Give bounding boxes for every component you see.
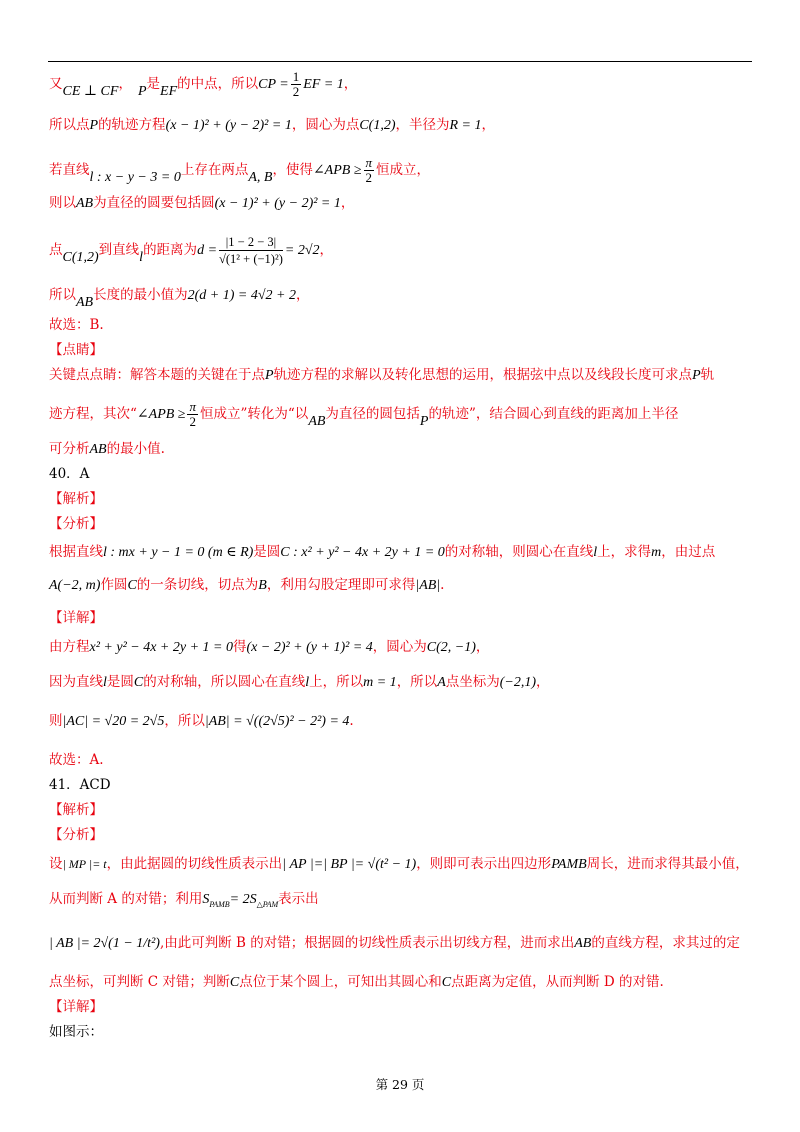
text: 为直径的圆包括 — [325, 406, 420, 422]
text: 所以 — [49, 287, 76, 303]
math: ∠APB ≥ — [136, 407, 186, 422]
text-line-26 — [49, 890, 319, 910]
text: 的对称轴，则圆心在直线 — [444, 544, 594, 560]
text: 的对称轴，所以圆心在直线 — [143, 674, 306, 690]
text: . — [440, 577, 445, 593]
text: ，使得 — [272, 162, 313, 178]
text: 是圆 — [253, 544, 281, 560]
math: | AP |=| BP |= √(t² − 1) — [282, 857, 417, 872]
math: AB — [76, 196, 94, 211]
text-line-19 — [49, 673, 550, 692]
text: 表示出 — [278, 891, 319, 907]
math: |AB| — [415, 578, 441, 593]
math: EF = 1 — [303, 77, 344, 92]
math: l — [305, 675, 310, 690]
page-number: 第 29 页 — [375, 1077, 425, 1092]
text: 周长，进而求得其最小值， — [586, 856, 749, 872]
fraction — [219, 234, 283, 267]
text: 则以 — [49, 195, 76, 211]
text: ，所以 — [396, 674, 438, 690]
header-rule — [48, 61, 752, 62]
text-line-21 — [49, 751, 104, 769]
text: ，由过点 — [661, 544, 716, 560]
math: C(1,2) — [359, 118, 396, 133]
text: 上存在两点 — [180, 162, 249, 178]
text: 因为直线 — [49, 674, 103, 690]
text-line-9 — [49, 366, 714, 385]
text: ，利用勾股定理即可求得 — [266, 577, 416, 593]
math: C(1,2) — [62, 250, 99, 265]
text: 40．A — [49, 466, 90, 482]
math: 2(d + 1) = 4√2 + 2 — [187, 288, 296, 303]
text: 的距离为 — [143, 242, 198, 258]
text: 若直线 — [49, 162, 90, 178]
math: | AB |= 2√(1 − 1/t²) — [49, 936, 160, 951]
math: C : x² + y² − 4x + 2y + 1 = 0 — [280, 545, 445, 560]
text: ， — [319, 242, 334, 258]
text: . — [349, 713, 354, 729]
text-line-1 — [49, 70, 357, 99]
math: CE ⊥ CF — [62, 84, 119, 99]
math: AB — [76, 295, 94, 310]
text: 【点睛】 — [49, 342, 103, 358]
text-line-15 — [49, 543, 715, 562]
text-line-5 — [49, 234, 333, 267]
denominator: √(1² + (−1)²) — [219, 252, 283, 266]
text: ， — [343, 76, 358, 92]
math: C(2, −1) — [426, 640, 476, 655]
text-line-20 — [49, 712, 354, 731]
text-line-27 — [49, 934, 740, 953]
numerator: π — [189, 399, 196, 414]
math: AB — [89, 442, 107, 457]
math: P — [137, 84, 147, 99]
math: AB — [308, 414, 326, 429]
math: | MP |= t — [62, 857, 107, 871]
text: ，由此据圆的切线性质表示出 — [106, 856, 283, 872]
text: 【解析】 — [49, 491, 103, 507]
text-line-18 — [49, 638, 489, 657]
math: m — [651, 545, 662, 560]
math: (x − 1)² + (y − 2)² = 1 — [165, 118, 292, 133]
text: 的轨迹”，结合圆心到直线的距离加上半径 — [428, 406, 679, 422]
text-line-7 — [49, 316, 104, 334]
text-line-11 — [49, 440, 165, 459]
text: ，半径为 — [395, 117, 450, 133]
math: EF — [160, 84, 178, 99]
text-line-10 — [49, 400, 678, 429]
text: 点位于某个圆上，可知出其圆心和 — [239, 974, 442, 990]
text: 的轨迹方程 — [98, 117, 166, 133]
math: (x − 1)² + (y − 2)² = 1 — [214, 196, 341, 211]
text-line-4 — [49, 194, 354, 213]
answer-number-41 — [49, 776, 111, 794]
text-line-16 — [49, 576, 444, 595]
denominator: 2 — [292, 84, 300, 99]
text: 得 — [233, 639, 247, 655]
text: 关键点点睛：解答本题的关键在于点 — [49, 367, 265, 383]
text-line-25 — [49, 855, 749, 874]
text: 上，求得 — [597, 544, 652, 560]
denominator: 2 — [189, 414, 196, 429]
math: AB — [574, 936, 592, 951]
text: ， — [481, 117, 495, 133]
numerator: |1 − 2 − 3| — [219, 234, 283, 251]
fraction — [364, 156, 375, 185]
math: l — [139, 250, 144, 265]
fraction — [291, 70, 302, 99]
text: 长度的最小值为 — [93, 287, 188, 303]
math: |AC| = √20 = 2√5 — [62, 714, 165, 729]
text: 是 — [146, 76, 161, 92]
text: 到直线 — [98, 242, 140, 258]
text-line-3 — [49, 156, 430, 185]
section-heading-jiexi — [49, 490, 103, 508]
text: 又 — [49, 76, 63, 92]
math: l : mx + y − 1 = 0 (m ∈ R) — [103, 545, 254, 560]
math: R = 1 — [449, 118, 482, 133]
text: 轨迹方程的求解以及转化思想的运用，根据弦中点以及线段长度可求点 — [273, 367, 693, 383]
text: 故选：B. — [49, 317, 104, 333]
text: 上，所以 — [309, 674, 364, 690]
section-heading-jiexi-2 — [49, 801, 103, 819]
text: 41．ACD — [49, 777, 111, 793]
math: P — [692, 368, 701, 383]
text-line-30 — [49, 1023, 103, 1041]
text: 的一条切线，切点为 — [136, 577, 259, 593]
math: |AB| = √((2√5)² − 2²) = 4 — [204, 714, 350, 729]
text: 如图示： — [49, 1024, 103, 1040]
section-heading-xiangjie — [49, 609, 103, 627]
text: ,由此可判断 B 的对错；根据圆的切线性质表示出切线方程，进而求出 — [159, 935, 575, 951]
subscript: PAMB — [209, 900, 230, 909]
math: A — [437, 675, 446, 690]
section-heading-fenxi-2 — [49, 826, 103, 844]
math: l — [593, 545, 598, 560]
text: 故选：A. — [49, 752, 104, 768]
text: 根据直线 — [49, 544, 103, 560]
subscript: △PAM — [256, 900, 279, 909]
math: C — [133, 675, 144, 690]
text-line-2 — [49, 116, 495, 135]
math: PAMB — [551, 857, 587, 872]
math: P — [265, 368, 274, 383]
text: 【详解】 — [49, 999, 103, 1015]
math: = 2S — [229, 892, 257, 907]
math: CP = — [258, 77, 289, 92]
math: (−2,1) — [499, 675, 537, 690]
math: ∠APB ≥ — [312, 163, 362, 178]
text: 设 — [49, 856, 63, 872]
text: 则 — [49, 713, 63, 729]
math: P — [419, 414, 429, 429]
math: m = 1 — [363, 675, 397, 690]
fraction — [187, 400, 198, 429]
text: ，所以 — [164, 713, 205, 729]
numerator: π — [365, 155, 373, 170]
text: 的最小值. — [106, 441, 165, 457]
math: (x − 2)² + (y + 1)² = 4 — [246, 640, 373, 655]
numerator: 1 — [292, 69, 300, 84]
text: 迹方程，其次“ — [49, 406, 137, 422]
text: ， — [475, 639, 490, 655]
math: S — [202, 892, 210, 907]
text: 【解析】 — [49, 802, 103, 818]
math: C — [229, 975, 240, 990]
math: A(−2, m) — [49, 578, 101, 593]
text: 点坐标为 — [445, 674, 500, 690]
text: ，圆心为 — [372, 639, 427, 655]
math: P — [89, 118, 99, 133]
section-heading-fenxi — [49, 515, 103, 533]
section-heading-dianjing — [49, 341, 103, 359]
text: 的直线方程，求其过的定 — [591, 935, 740, 951]
text: 【分析】 — [49, 516, 103, 532]
text: 点 — [49, 242, 63, 258]
math: C — [127, 578, 137, 593]
math: x² + y² − 4x + 2y + 1 = 0 — [89, 640, 233, 655]
text-line-6 — [49, 286, 310, 310]
text: 所以点 — [49, 117, 90, 133]
section-heading-xiangjie-2 — [49, 998, 103, 1016]
text: ， — [340, 195, 355, 211]
text: 点距离为定值，从而判断 D 的对错. — [451, 974, 664, 990]
math: d = — [197, 243, 218, 258]
text: 轨 — [700, 367, 715, 383]
text: 由方程 — [49, 639, 90, 655]
denominator: 2 — [365, 170, 373, 185]
text: 可分析 — [49, 441, 90, 457]
text: 从而判断 A 的对错；利用 — [49, 891, 203, 907]
text: ，圆心为点 — [291, 117, 360, 133]
answer-number-40 — [49, 465, 89, 483]
text: 恒成立”转化为“以 — [200, 406, 309, 422]
math: B — [258, 578, 267, 593]
text: 恒成立， — [376, 162, 431, 178]
text: 【详解】 — [49, 610, 103, 626]
text-line-28 — [49, 973, 664, 992]
math: l : x − y − 3 = 0 — [89, 170, 181, 185]
math: C — [441, 975, 452, 990]
text: ， — [536, 674, 550, 690]
text: ， — [295, 287, 310, 303]
text: 是圆 — [106, 674, 134, 690]
text: 的中点，所以 — [177, 76, 259, 92]
math: l — [103, 675, 107, 690]
text: 【分析】 — [49, 827, 103, 843]
math: = 2√2 — [284, 243, 320, 258]
text: 作圆 — [100, 577, 128, 593]
math: A, B — [248, 170, 273, 185]
text: ， — [118, 76, 132, 92]
text: 为直径的圆要包括圆 — [93, 195, 215, 211]
text: 点坐标，可判断 C 对错；判断 — [49, 974, 230, 990]
text: ，则即可表示出四边形 — [416, 856, 552, 872]
